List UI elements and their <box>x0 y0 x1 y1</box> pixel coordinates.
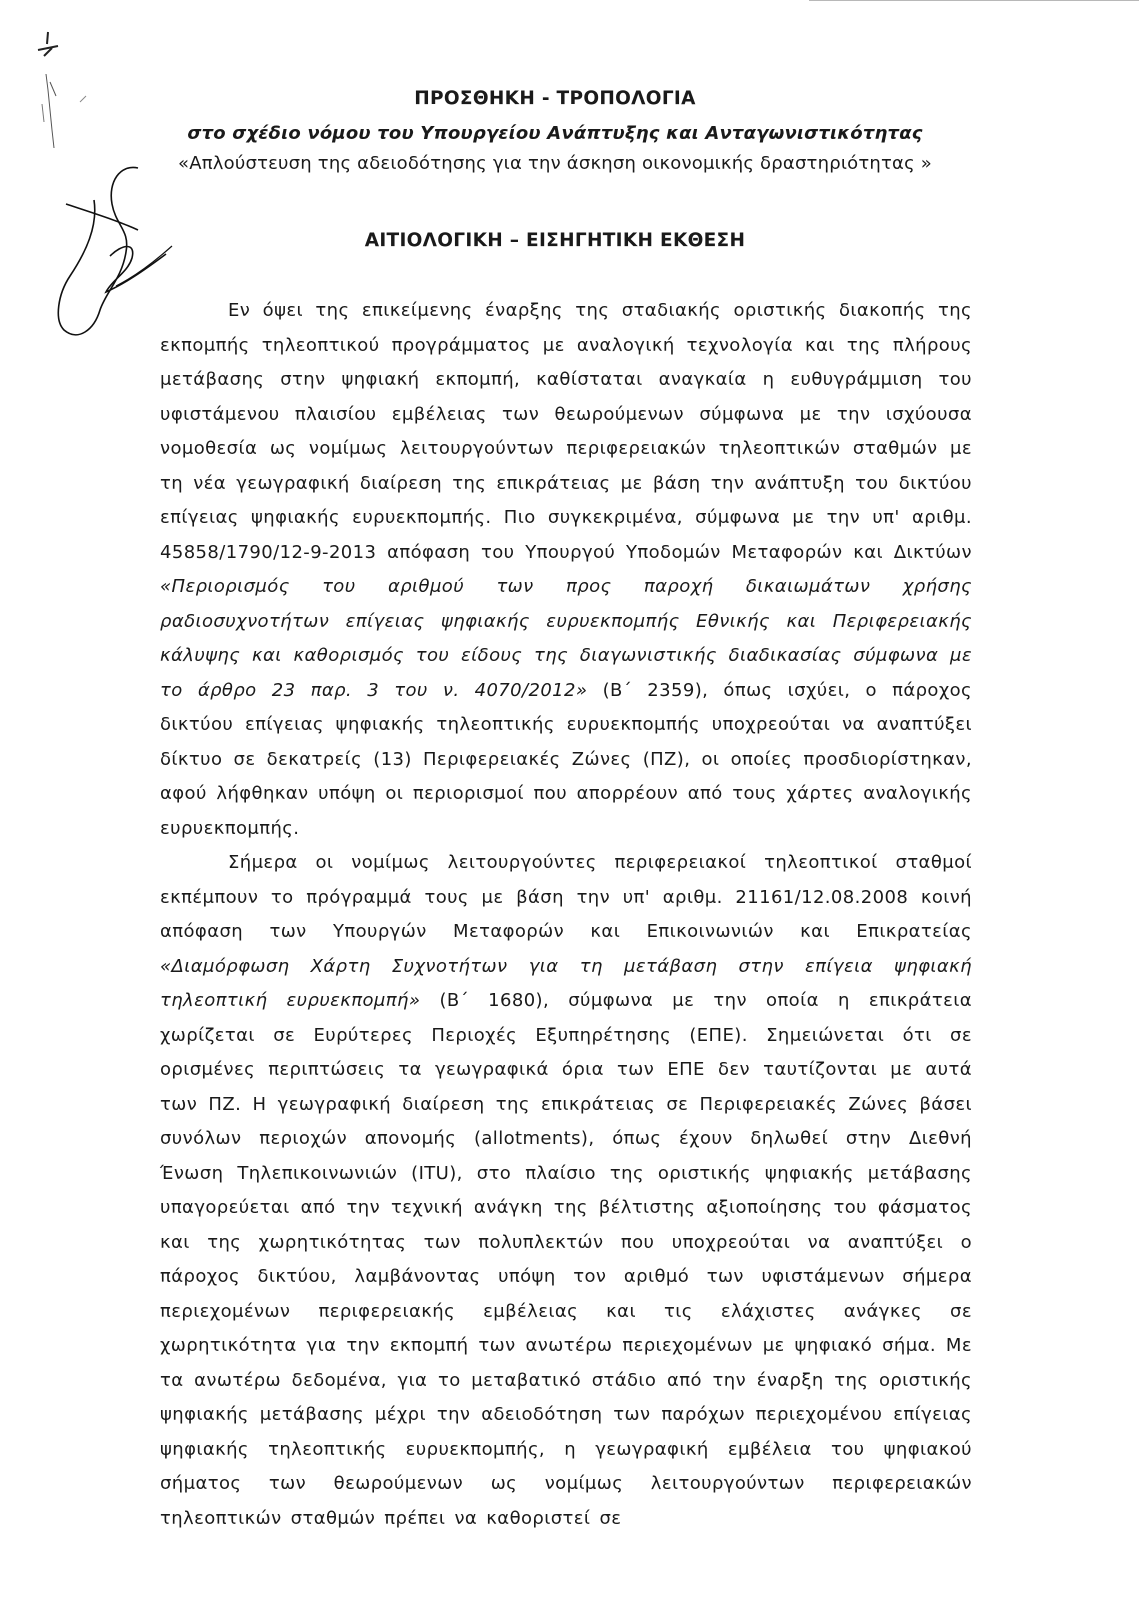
paragraph-2-text-a: Σήμερα οι νομίμως λειτουργούντες περιφερειακοί τηλεοπτικοί σταθμοί εκπέμπουν το πρόγραμμά τους με βάση την υπ' αριθμ. 21161/12.08.2008 κοινή απόφαση των Υπουργών Μεταφορών και Επικοινωνιών και Επικρατείας <box>160 852 972 942</box>
document-header <box>150 88 960 174</box>
scan-edge-line <box>809 0 1139 1</box>
paragraph-1 <box>160 294 972 846</box>
paragraph-1-text-a: Εν όψει της επικείμενης έναρξης της σταδιακής οριστικής διακοπής της εκπομπής τηλεοπτικού προγράμματος με αναλογική τεχνολογία και της πλήρους μετάβασης στην ψηφιακή εκπομπή, καθίσταται αναγκαία η ευθυγράμμιση του υφιστάμενου πλαισίου εμβέλειας των θεωρούμενων σύμφωνα με την ισχύουσα νομοθεσία ως νομίμως λειτουργούντων περιφερειακών τηλεοπτικών σταθμών με τη νέα γεωγραφική διαίρεση της επικράτειας με βάση την ανάπτυξη του δικτύου επίγειας ψηφιακής ευρυεκπομπής. Πιο συγκεκριμένα, σύμφωνα με την υπ' αριθμ. 45858/1790/12-9-2013 απόφαση του Υπουργού Υποδομών Μεταφορών και Δικτύων <box>160 300 972 563</box>
paragraph-2-text-c: (Β΄ 1680), σύμφωνα με την οποία η επικράτεια χωρίζεται σε Ευρύτερες Περιοχές Εξυπηρέτησης (ΕΠΕ). Σημειώνεται ότι σε ορισμένες περιπτώσεις τα γεωγραφικά όρια των ΕΠΕ δεν ταυτίζονται με αυτά των ΠΖ. Η γεωγραφική διαίρεση της επικράτειας σε Περιφερειακές Ζώνες βάσει συνόλων περιοχών απονομής (allotments), όπως έχουν δηλωθεί στην Διεθνή Ένωση Τηλεπικοινωνιών (ITU), στο πλαίσιο της οριστικής ψηφιακής μετάβασης υπαγορεύεται από την τεχνική ανάγκη της βέλτιστης αξιοποίησης του φάσματος και της χωρητικότητας των πολυπλεκτών που υποχρεούται να αναπτύξει ο πάροχος δικτύου, λαμβάνοντας υπόψη τον αριθμό των υφιστάμενων σήμερα περιεχομένων περιφερειακής εμβέλειας και τις ελάχιστες ανάγκες σε χωρητικότητα για την εκπομπή των ανωτέρω περιεχομένων με ψηφιακό σήμα. Με τα ανωτέρω δεδομένα, για το μεταβατικό στάδιο από την έναρξη της οριστικής ψηφιακής μετάβασης μέχρι την αδειοδότηση των παρόχων περιεχομένου επίγειας ψηφιακής τηλεοπτικής ευρυεκπομπής, η γεωγραφική εμβέλεια του ψηφιακού σήματος των θεωρούμενων ως νομίμως λειτουργούντων περιφερειακών τηλεοπτικών σταθμών πρέπει να καθοριστεί σε <box>160 990 972 1529</box>
paragraph-1-decision-title: «Περιορισμός του αριθμού των προς παροχή δικαιωμάτων χρήσης ραδιοσυχνοτήτων επίγειας ψηφιακής ευρυεκπομπής Εθνικής και Περιφερειακής κάλυψης και καθορισμός του είδους της διαγωνιστικής διαδικασίας σύμφωνα με το άρθρο 23 παρ. 3 του ν. 4070/2012» <box>160 576 972 701</box>
paragraph-2 <box>160 846 972 1536</box>
document-title: ΠΡΟΣΘΗΚΗ - ΤΡΟΠΟΛΟΓΙΑ <box>414 88 696 109</box>
paragraph-1-text-c: (Β΄ 2359), όπως ισχύει, ο πάροχος δικτύου επίγειας ψηφιακής τηλεοπτικής ευρυεκπομπής υποχρεούται να αναπτύξει δίκτυο σε δεκατρείς (13) Περιφερειακές Ζώνες (ΠΖ), οι οποίες προσδιορίστηκαν, αφού λήφθηκαν υπόψη οι περιορισμοί που απορρέουν από τους χάρτες αναλογικής ευρυεκπομπής. <box>160 679 972 839</box>
handwritten-marks-icon <box>30 30 90 160</box>
law-title: «Απλούστευση της αδειοδότησης για την άσκηση οικονομικής δραστηριότητας » <box>178 153 932 174</box>
report-heading: ΑΙΤΙΟΛΟΓΙΚΗ – ΕΙΣΗΓΗΤΙΚΗ ΕΚΘΕΣΗ <box>364 230 746 251</box>
document-body <box>160 294 972 1536</box>
document-subtitle: στο σχέδιο νόμου του Υπουργείου Ανάπτυξης και Ανταγωνιστικότητας <box>187 123 923 144</box>
paragraph-2-decision-title: «Διαμόρφωση Χάρτη Συχνοτήτων για τη μετάβαση στην επίγεια ψηφιακή τηλεοπτική ευρυεκπομπή» <box>160 955 972 1011</box>
